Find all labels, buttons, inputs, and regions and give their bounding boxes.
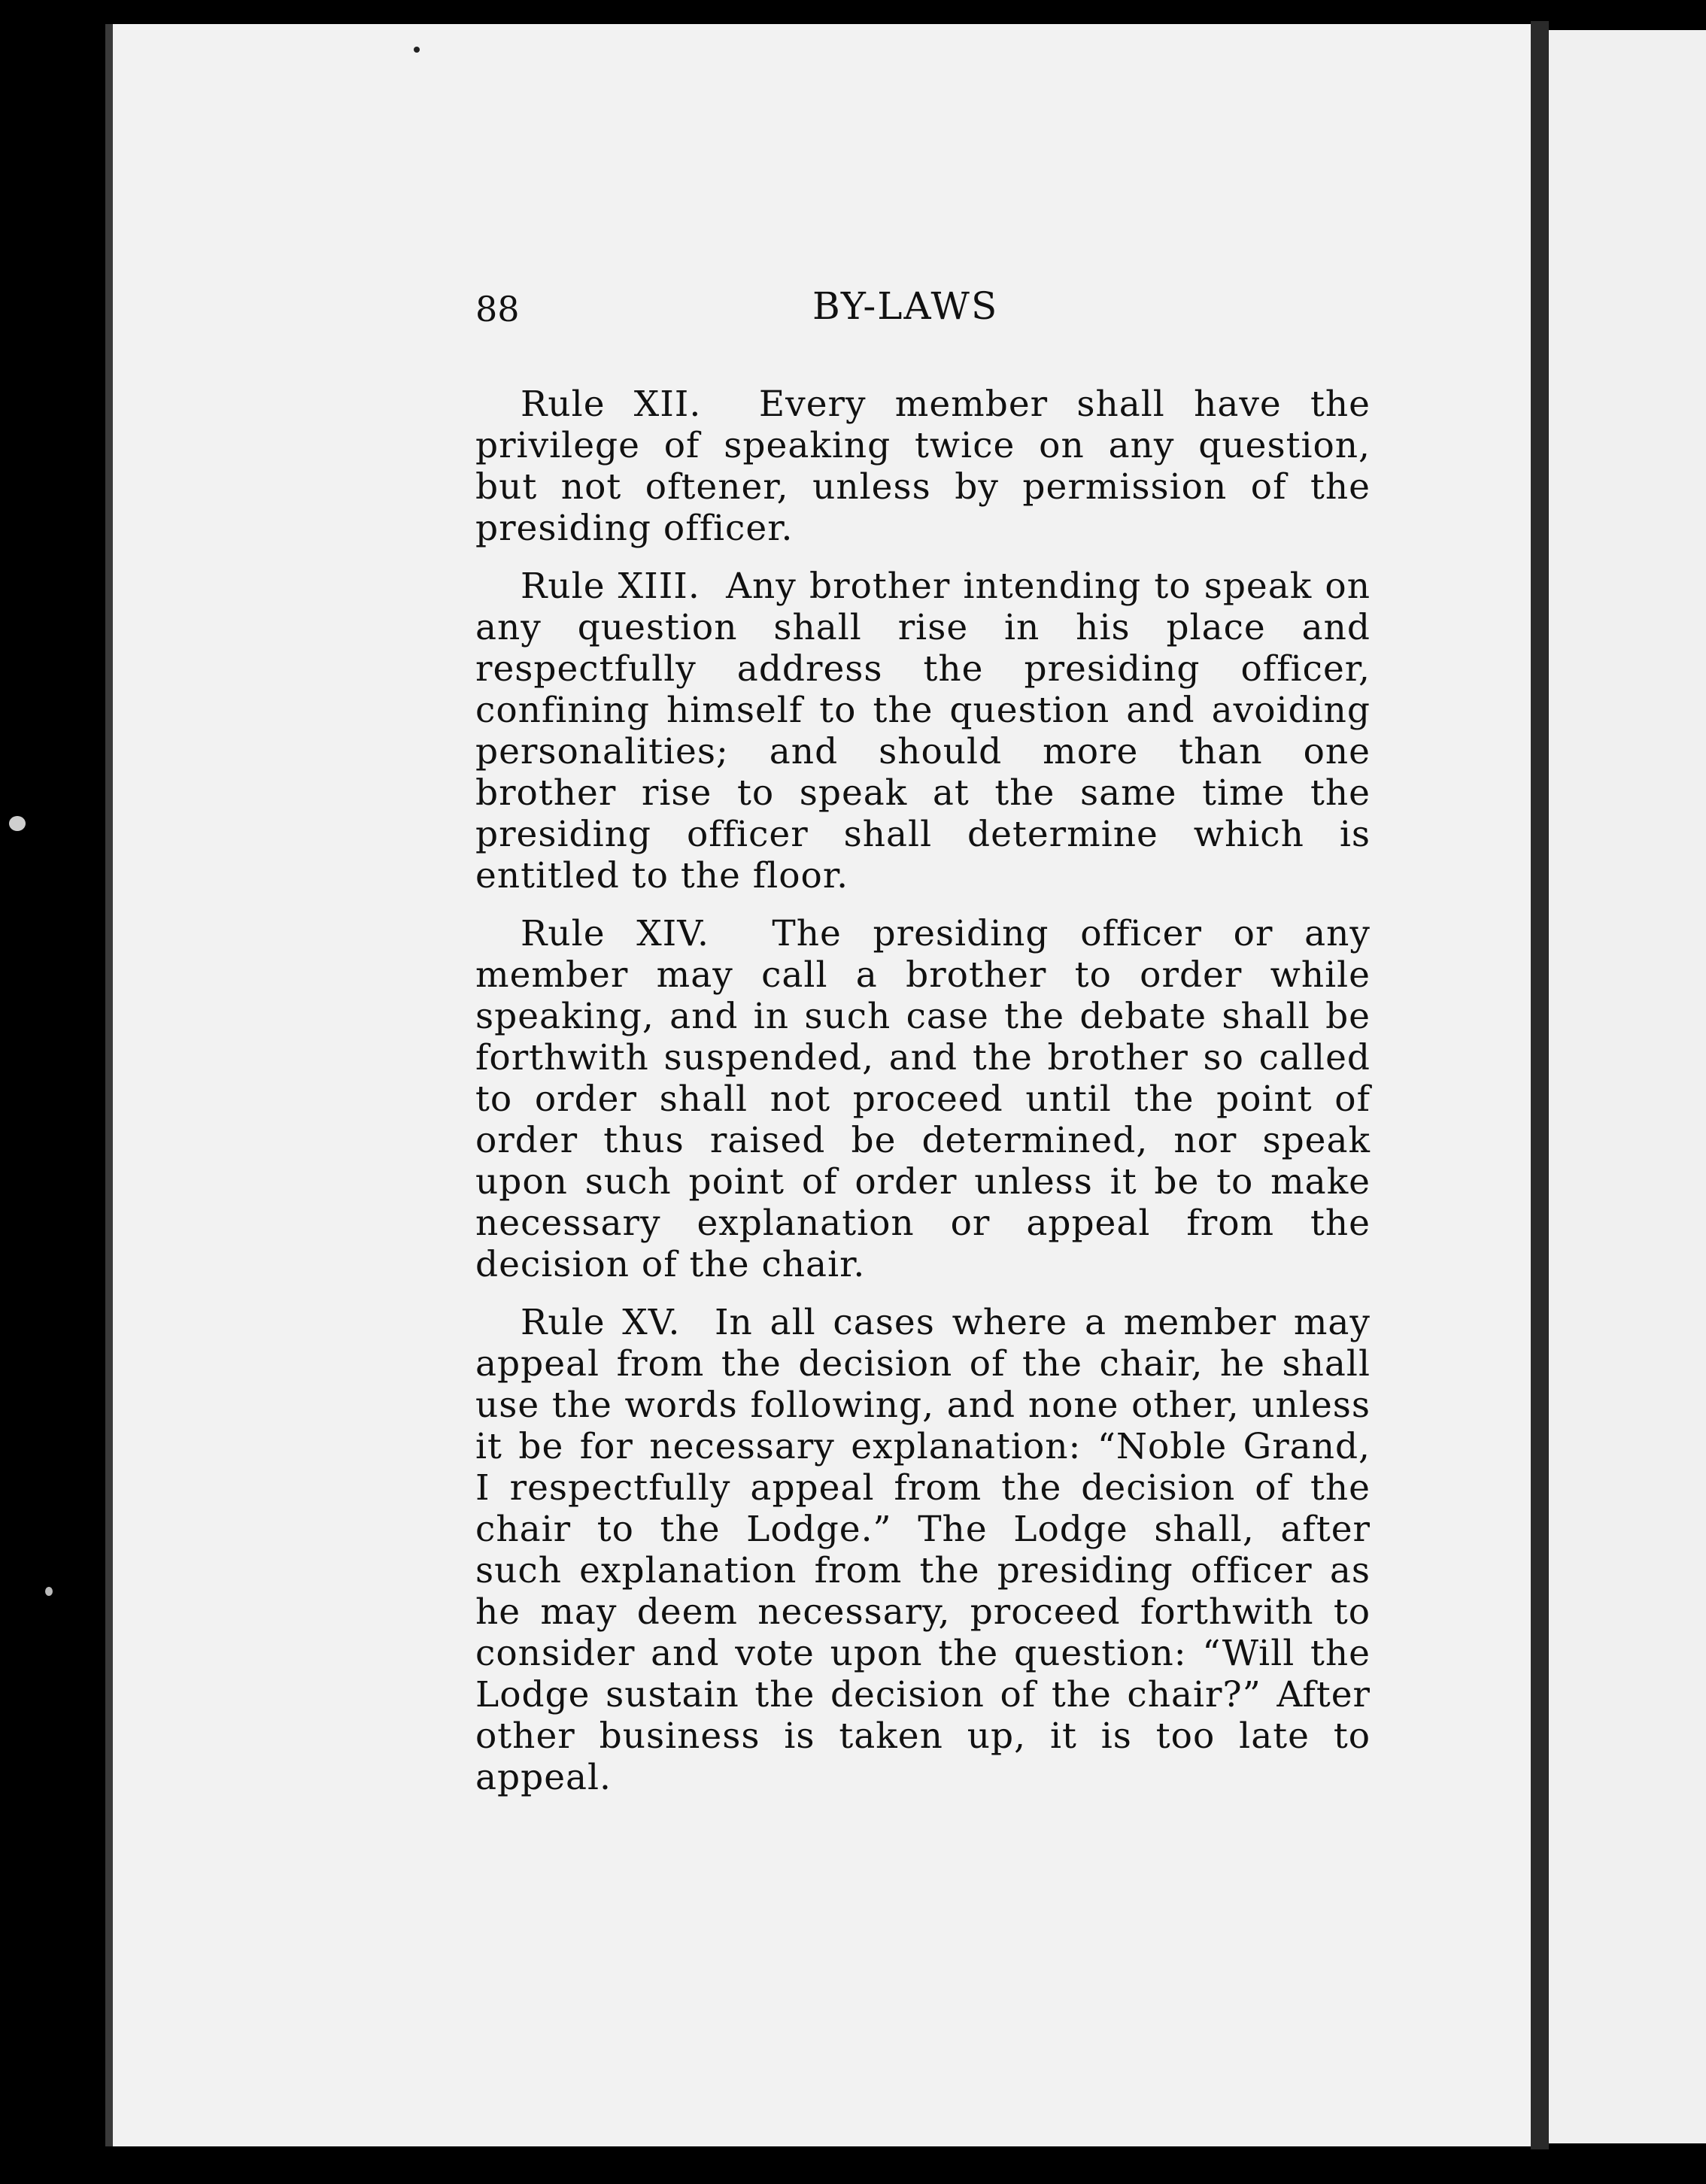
page-gutter bbox=[1531, 21, 1549, 2149]
body-text bbox=[475, 384, 1371, 1815]
rule-text: The presiding officer or any member may call a brother to order while speaking, and in such case the debate shall be forthwith suspended, and the brother so called to order shall not proceed until the point of order thus raised be determined, nor speak upon such point of order unless it be to make necessary explanation or appeal from the decision of the chair. bbox=[475, 913, 1371, 1285]
rule-text: Any brother intending to speak on any question shall rise in his place and respectfully address the presiding officer, confining himself to the question and avoiding personalities; and should more than one brother rise to speak at the same time the presiding officer shall determine which is entitled to the floor. bbox=[475, 566, 1371, 896]
page-number: 88 bbox=[475, 289, 520, 329]
rule-paragraph bbox=[475, 913, 1371, 1285]
rule-paragraph bbox=[475, 566, 1371, 896]
facing-page-edge bbox=[1549, 30, 1706, 2143]
page-header bbox=[475, 284, 1032, 337]
rule-paragraph bbox=[475, 1302, 1371, 1798]
rule-heading: Rule XIII. bbox=[521, 566, 700, 607]
dust-speck bbox=[414, 47, 420, 53]
rule-text: In all cases where a member may appeal from the decision of the chair, he shall use the words following, and none other, unless it be for necessary explanation: “Noble Grand, I respectfully appeal from the decision of the chair to the Lodge.” The Lodge shall, after such explanation from the presiding officer as he may deem necessary, proceed forthwith to consider and vote upon the question: “Will the Lodge sustain the decision of the chair?” After other business is taken up, it is too late to appeal. bbox=[475, 1302, 1371, 1798]
rule-heading: Rule XIV. bbox=[521, 913, 709, 954]
running-head: BY-LAWS bbox=[812, 284, 999, 328]
rule-paragraph bbox=[475, 384, 1371, 549]
rule-heading: Rule XII. bbox=[521, 384, 702, 425]
dust-speck bbox=[9, 816, 26, 831]
rule-text: Every member shall have the privilege of speaking twice on any question, but not oftener, unless by permission of the presiding officer. bbox=[475, 384, 1371, 549]
rule-heading: Rule XV. bbox=[521, 1302, 681, 1343]
dust-speck bbox=[45, 1587, 53, 1596]
